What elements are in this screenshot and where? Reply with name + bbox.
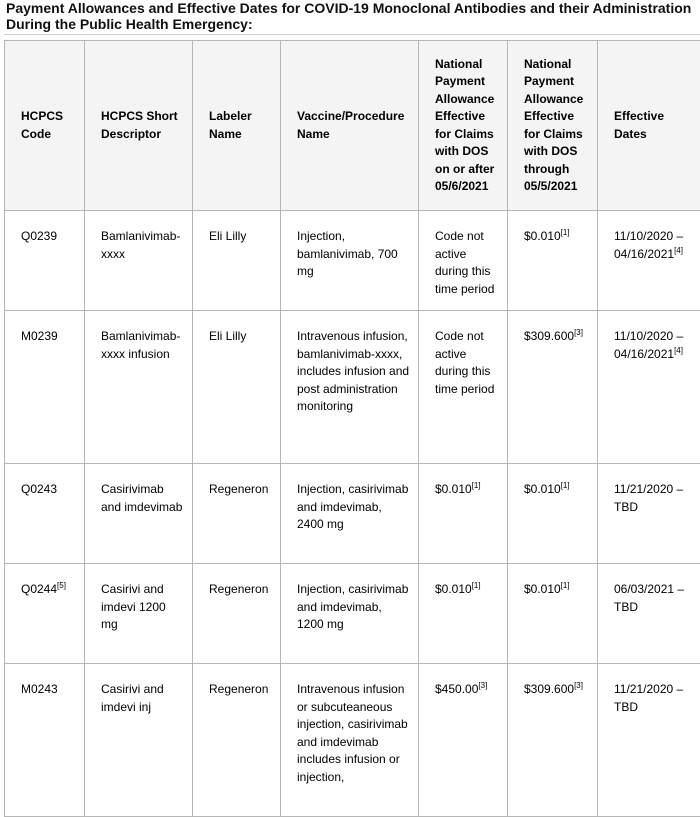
effective-dates-text: 06/03/2021 – TBD	[614, 582, 684, 614]
column-header-allowance-through: National Payment Allowance Effective for Claims with DOS through 05/5/2021	[508, 41, 598, 211]
table-row	[5, 664, 700, 817]
cell-effective-dates	[598, 311, 700, 464]
cell-code	[5, 464, 85, 564]
table-row	[5, 311, 700, 464]
table-row	[5, 211, 700, 311]
allowance-through-text: $309.600	[524, 329, 574, 343]
cell-labeler: Regeneron	[193, 564, 281, 664]
allowance-after-text: $0.010	[435, 582, 472, 596]
allowance-through-text: $0.010	[524, 582, 561, 596]
cell-descriptor: Casirivi and imdevi inj	[85, 664, 193, 817]
effective-dates-text: 11/10/2020 – 04/16/2021	[614, 329, 683, 361]
footnote-ref[interactable]: [3]	[574, 328, 583, 337]
cell-allowance-through	[508, 311, 598, 464]
page-title: Payment Allowances and Effective Dates for COVID-19 Monoclonal Antibodies and their Administration During the Public Health Emergency:	[6, 0, 696, 32]
allowance-after-text: $450.00	[435, 682, 478, 696]
column-header-allowance-after: National Payment Allowance Effective for Claims with DOS on or after 05/6/2021	[419, 41, 508, 211]
cell-allowance-after	[419, 464, 508, 564]
cell-descriptor: Bamlanivimab-xxxx infusion	[85, 311, 193, 464]
column-header-hcpcs-code: HCPCS Code	[5, 41, 85, 211]
cell-procedure-name: Injection, casirivimab and imdevimab, 2400 mg	[281, 464, 419, 564]
cell-labeler: Regeneron	[193, 664, 281, 817]
cell-procedure-name: Intravenous infusion or subcuteaneous injection, casirivimab and imdevimab includes infusion or injection,	[281, 664, 419, 817]
allowance-through-text: $309.600	[524, 682, 574, 696]
cell-allowance-after	[419, 664, 508, 817]
effective-dates-text: 11/21/2020 – TBD	[614, 482, 683, 514]
cell-labeler: Regeneron	[193, 464, 281, 564]
column-header-short-descriptor: HCPCS Short Descriptor	[85, 41, 193, 211]
cell-labeler: Eli Lilly	[193, 311, 281, 464]
allowance-through-text: $0.010	[524, 482, 561, 496]
cell-descriptor: Casirivi and imdevi 1200 mg	[85, 564, 193, 664]
cell-procedure-name: Injection, casirivimab and imdevimab, 1200 mg	[281, 564, 419, 664]
cell-effective-dates	[598, 664, 700, 817]
column-header-procedure-name: Vaccine/Procedure Name	[281, 41, 419, 211]
cell-code	[5, 311, 85, 464]
cell-descriptor: Bamlanivimab-xxxx	[85, 211, 193, 311]
cell-allowance-through	[508, 564, 598, 664]
cell-code	[5, 211, 85, 311]
footnote-ref[interactable]: [5]	[57, 581, 66, 590]
cell-allowance-through	[508, 464, 598, 564]
footnote-ref[interactable]: [4]	[674, 346, 683, 355]
column-header-effective-dates: Effective Dates	[598, 41, 700, 211]
cell-allowance-after	[419, 311, 508, 464]
table-row	[5, 464, 700, 564]
cell-effective-dates	[598, 211, 700, 311]
footnote-ref[interactable]: [1]	[472, 581, 481, 590]
code-text: Q0243	[21, 482, 57, 496]
cell-allowance-after	[419, 564, 508, 664]
code-text: M0243	[21, 682, 58, 696]
footnote-ref[interactable]: [3]	[478, 681, 487, 690]
footnote-ref[interactable]: [1]	[472, 481, 481, 490]
code-text: Q0239	[21, 229, 57, 243]
cell-procedure-name: Intravenous infusion, bamlanivimab-xxxx, includes infusion and post administration monitoring	[281, 311, 419, 464]
cell-effective-dates	[598, 464, 700, 564]
cell-allowance-through	[508, 664, 598, 817]
effective-dates-text: 11/21/2020 – TBD	[614, 682, 683, 714]
footnote-ref[interactable]: [1]	[561, 228, 570, 237]
footnote-ref[interactable]: [1]	[561, 581, 570, 590]
allowance-after-text: Code not active during this time period	[435, 229, 494, 296]
column-header-labeler-name: Labeler Name	[193, 41, 281, 211]
cell-procedure-name: Injection, bamlanivimab, 700 mg	[281, 211, 419, 311]
footnote-ref[interactable]: [4]	[674, 246, 683, 255]
footnote-ref[interactable]: [3]	[574, 681, 583, 690]
cell-code	[5, 564, 85, 664]
allowance-through-text: $0.010	[524, 229, 561, 243]
cell-code	[5, 664, 85, 817]
table-row	[5, 564, 700, 664]
payment-allowance-table	[4, 40, 700, 817]
code-text: Q0244	[21, 582, 57, 596]
table-header-row	[5, 41, 700, 211]
cell-labeler: Eli Lilly	[193, 211, 281, 311]
cell-descriptor: Casirivimab and imdevimab	[85, 464, 193, 564]
cell-allowance-after	[419, 211, 508, 311]
effective-dates-text: 11/10/2020 – 04/16/2021	[614, 229, 683, 261]
allowance-after-text: Code not active during this time period	[435, 329, 494, 396]
cell-effective-dates	[598, 564, 700, 664]
code-text: M0239	[21, 329, 58, 343]
footnote-ref[interactable]: [1]	[561, 481, 570, 490]
title-divider	[4, 34, 700, 35]
cell-allowance-through	[508, 211, 598, 311]
allowance-after-text: $0.010	[435, 482, 472, 496]
